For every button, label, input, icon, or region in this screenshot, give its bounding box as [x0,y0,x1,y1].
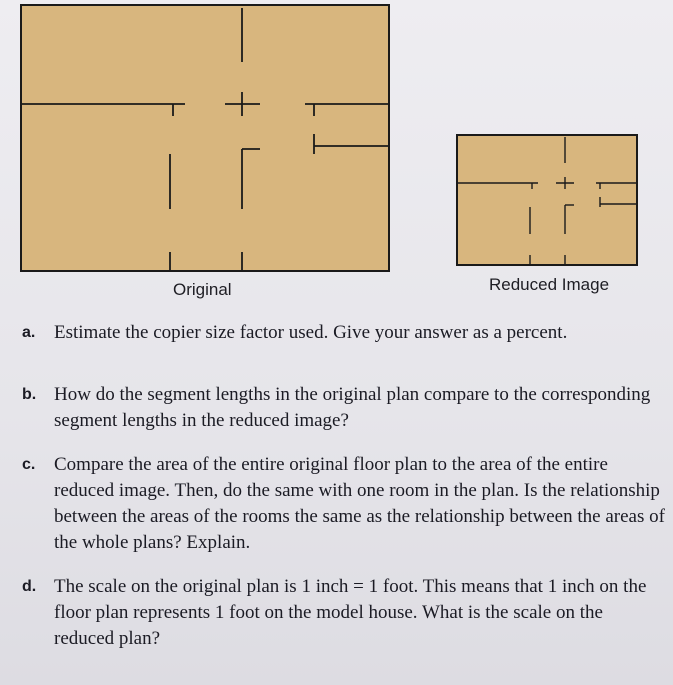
question-b [22,382,662,436]
question-c-text: Compare the area of the entire original floor plan to the area of the entire reduced image. Then, do the same with one room in the plan. Is the relationship between the areas of the rooms the same as the relationship between the areas of the whole plans? Explain. [54,454,665,553]
question-b-letter: b. [22,386,37,403]
question-b-text: How do the segment lengths in the original plan compare to the corresponding segment lengths in the reduced image? [54,384,651,431]
question-d-text: The scale on the original plan is 1 inch = 1 foot. This means that 1 inch on the floor plan represents 1 foot on the model house. What is the scale on the reduced plan? [54,576,647,649]
reduced-floor-plan [456,134,640,268]
question-a-letter: a. [22,324,36,341]
question-c [22,452,665,562]
original-floor-plan [20,4,392,274]
question-d-letter: d. [22,578,37,595]
question-d [22,574,662,658]
question-a-text: Estimate the copier size factor used. Give your answer as a percent. [54,322,568,343]
question-a [22,320,662,374]
original-caption: Original [173,280,232,299]
reduced-caption: Reduced Image [489,275,610,294]
question-c-letter: c. [22,456,36,473]
